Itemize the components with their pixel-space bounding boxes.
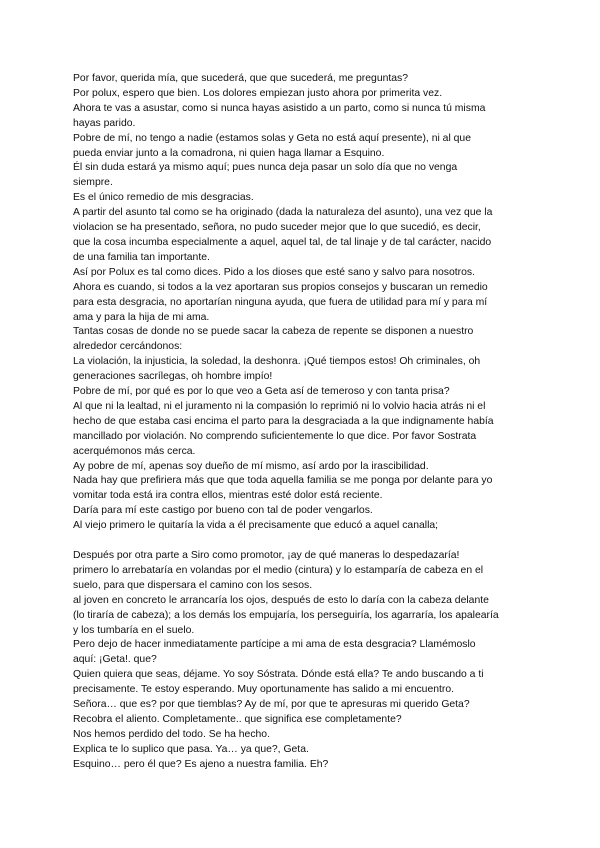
paragraph bbox=[73, 638, 533, 668]
text-line: pueda enviar junto a la comadrona, ni quien haga llamar a Esquino. bbox=[73, 147, 385, 159]
text-line: generaciones sacrílegas, oh hombre impío! bbox=[73, 371, 273, 383]
text-line: ama y para la hija de mi ama. bbox=[73, 311, 210, 323]
text-line: Nada hay que prefiriera más que que toda aquella familia se me ponga por delante para yo bbox=[73, 475, 493, 487]
text-line: Pobre de mí, por qué es por lo que veo a Geta así de temeroso y con tanta prisa? bbox=[73, 386, 450, 398]
paragraph bbox=[73, 758, 533, 773]
paragraph bbox=[73, 698, 533, 713]
paragraph bbox=[73, 325, 533, 355]
paragraph bbox=[73, 161, 533, 191]
text-line: de una familia tan importante. bbox=[73, 251, 210, 263]
text-line: siempre. bbox=[73, 177, 113, 189]
paragraph-gap bbox=[73, 534, 533, 549]
text-line: alrededor cercándonos: bbox=[73, 341, 183, 353]
paragraph bbox=[73, 474, 533, 504]
paragraph bbox=[73, 385, 533, 400]
paragraph bbox=[73, 191, 533, 206]
paragraph bbox=[73, 102, 533, 132]
text-line: La violación, la injusticia, la soledad, la deshonra. ¡Qué tiempos estos! Oh criminales, oh bbox=[73, 356, 481, 368]
text-line: Así por Polux es tal como dices. Pido a los dioses que esté sano y salvo para nosotros. bbox=[73, 266, 475, 278]
text-line: Esquino… pero él que? Es ajeno a nuestra familia. Eh? bbox=[73, 758, 329, 770]
paragraph bbox=[73, 355, 533, 385]
paragraph bbox=[73, 504, 533, 519]
text-line: vomitar toda está ira contra ellos, mientras esté dolor está reciente. bbox=[73, 490, 383, 502]
text-line: Él sin duda estará ya mismo aquí; pues nunca deja pasar un solo día que no venga bbox=[73, 162, 458, 174]
text-line: acerquémonos más cerca. bbox=[73, 445, 196, 457]
text-line: mancillado por violación. No comprendo suficientemente lo que dice. Por favor Sostrata bbox=[73, 430, 477, 442]
text-line: Por favor, querida mía, que sucederá, que que sucederá, me preguntas? bbox=[73, 73, 409, 84]
text-line: Nos hemos perdido del todo. Se ha hecho. bbox=[73, 728, 270, 740]
paragraph bbox=[73, 72, 533, 87]
text-line: (lo tiraría de cabeza); a los demás los empujaría, los perseguiría, los agarraría, los apalearía bbox=[73, 609, 499, 621]
paragraph bbox=[73, 728, 533, 743]
text-line: primero lo arrebataría en volandas por el medio (cintura) y lo estamparía de cabeza en el bbox=[73, 564, 484, 576]
paragraph bbox=[73, 713, 533, 728]
text-line: hayas parido. bbox=[73, 117, 136, 129]
document-page bbox=[73, 72, 533, 773]
text-line: Por polux, espero que bien. Los dolores empiezan justo ahora por primerita vez. bbox=[73, 87, 443, 99]
text-line: Después por otra parte a Siro como promotor, ¡ay de qué maneras lo despedazaría! bbox=[73, 549, 460, 561]
text-line: Al que ni la lealtad, ni el juramento ni la compasión lo reprimió ni lo volvio hacia atrás ni el bbox=[73, 400, 486, 412]
paragraph bbox=[73, 400, 533, 460]
text-line: Pobre de mí, no tengo a nadie (estamos solas y Geta no está aquí presente), ni al que bbox=[73, 132, 471, 144]
text-line: Pero dejo de hacer inmediatamente partícipe a mi ama de esta desgracia? Llamémoslo bbox=[73, 639, 476, 651]
paragraph bbox=[73, 266, 533, 281]
paragraph bbox=[73, 668, 533, 698]
text-line: Daría para mí este castigo por bueno con tal de poder vengarlos. bbox=[73, 505, 373, 517]
text-line: al joven en concreto le arrancaría los ojos, después de esto lo daría con la cabeza delante bbox=[73, 594, 489, 606]
text-line: Ahora te vas a asustar, como si nunca hayas asistido a un parto, como si nunca tú misma bbox=[73, 102, 486, 114]
text-line: Ahora es cuando, si todos a la vez aportaran sus propios consejos y buscaran un remedio bbox=[73, 281, 488, 293]
paragraph bbox=[73, 549, 533, 594]
paragraph bbox=[73, 206, 533, 266]
text-section-second bbox=[73, 549, 533, 773]
text-line: que la cosa incumba especialmente a aquel, aquel tal, de tal linaje y de tal carácter, nacido bbox=[73, 236, 492, 248]
text-line: A partir del asunto tal como se ha originado (dada la naturaleza del asunto), una vez que la bbox=[73, 207, 493, 219]
text-line: Explica te lo suplico que pasa. Ya… ya que?, Geta. bbox=[73, 743, 309, 755]
paragraph bbox=[73, 594, 533, 639]
paragraph bbox=[73, 87, 533, 102]
text-line: precisamente. Te estoy esperando. Muy oportunamente has salido a mi encuentro. bbox=[73, 684, 455, 696]
text-line: Tantas cosas de donde no se puede sacar la cabeza de repente se disponen a nuestro bbox=[73, 326, 474, 338]
text-line: Señora… que es? por que tiemblas? Ay de mí, por que te apresuras mi querido Geta? bbox=[73, 699, 470, 711]
text-line: suelo, para que dispersara el camino con los sesos. bbox=[73, 579, 313, 591]
text-line: para esta desgracia, no aportarían ninguna ayuda, que fuera de utilidad para mí y para mí bbox=[73, 296, 488, 308]
text-line: aquí: ¡Geta!. que? bbox=[73, 654, 157, 666]
text-section-first bbox=[73, 72, 533, 534]
paragraph bbox=[73, 132, 533, 162]
paragraph bbox=[73, 519, 533, 534]
text-line: violacion se ha presentado, señora, no pudo suceder mejor que lo que sucedió, es decir, bbox=[73, 222, 481, 234]
text-line: y los tumbaría en el suelo. bbox=[73, 624, 195, 636]
text-line: Recobra el aliento. Completamente.. que significa ese completamente? bbox=[73, 713, 402, 725]
text-line: Al viejo primero le quitaría la vida a él precisamente que educó a aquel canalla; bbox=[73, 520, 439, 532]
text-line: Es el único remedio de mis desgracias. bbox=[73, 192, 254, 204]
text-line: Ay pobre de mí, apenas soy dueño de mí mismo, así ardo por la irascibilidad. bbox=[73, 460, 429, 472]
paragraph bbox=[73, 281, 533, 326]
paragraph bbox=[73, 460, 533, 475]
text-line: hecho de que estaba casi encima el parto para la desgraciada a la que indignamente había bbox=[73, 415, 494, 427]
text-line: Quien quiera que seas, déjame. Yo soy Sóstrata. Dónde está ella? Te ando buscando a ti bbox=[73, 669, 484, 681]
paragraph bbox=[73, 743, 533, 758]
